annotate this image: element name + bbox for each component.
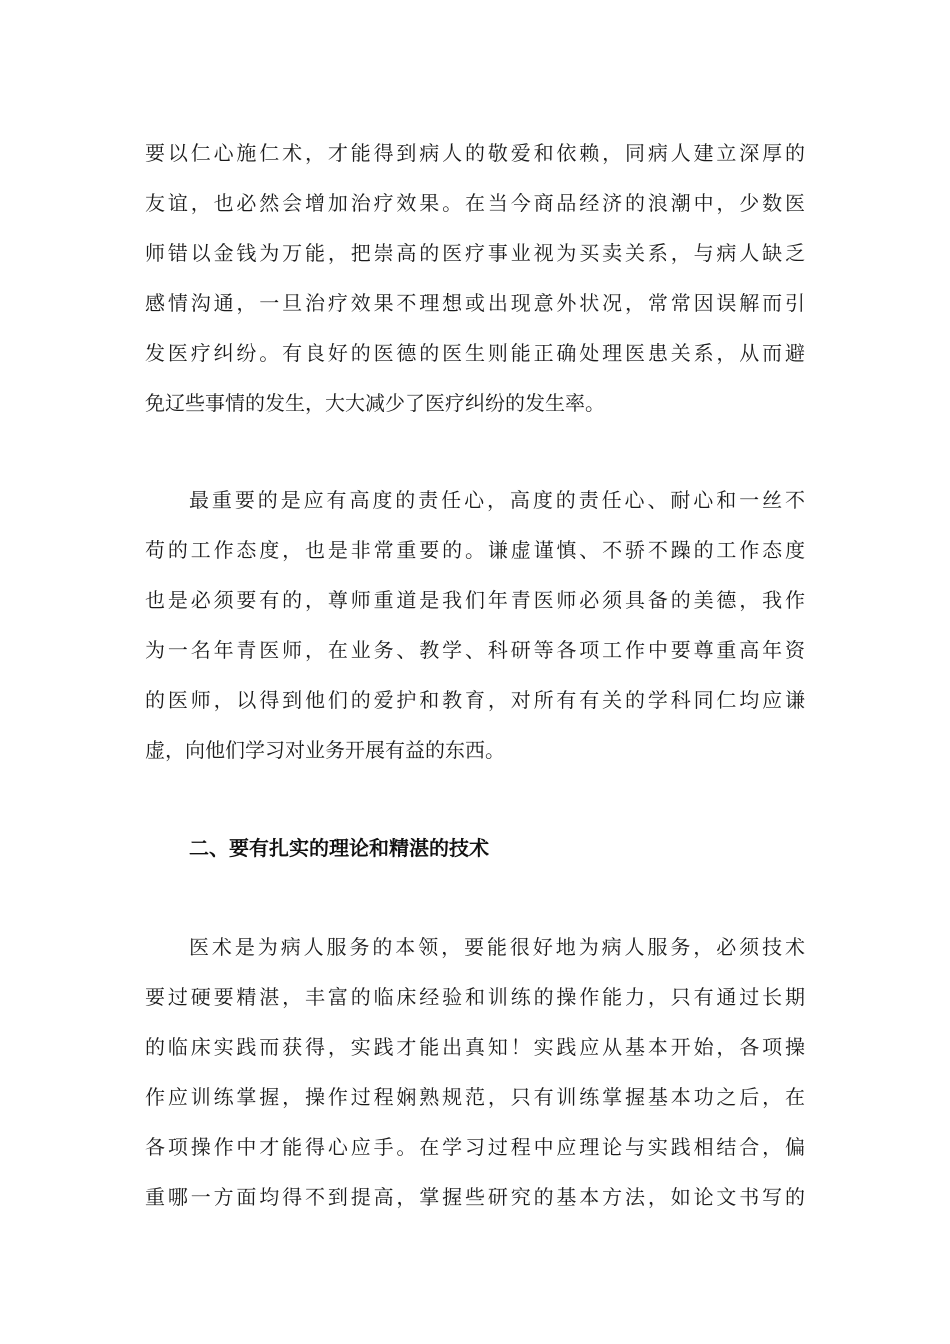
paragraph-line: 要过硬要精湛，丰富的临床经验和训练的操作能力，只有通过长期 xyxy=(145,985,805,1009)
paragraph-line: 要以仁心施仁术，才能得到病人的敬爱和依赖，同病人建立深厚的 xyxy=(145,141,805,165)
paragraph-line: 医术是为病人服务的本领，要能很好地为病人服务，必须技术 xyxy=(189,935,805,959)
paragraph-line: 重哪一方面均得不到提高，掌握些研究的基本方法，如论文书写的 xyxy=(145,1185,805,1209)
paragraph-line: 也是必须要有的，尊师重道是我们年青医师必须具备的美德，我作 xyxy=(145,588,805,612)
paragraph-line: 发医疗纠纷。有良好的医德的医生则能正确处理医患关系，从而避 xyxy=(145,341,805,365)
paragraph-line: 的医师，以得到他们的爱护和教育，对所有有关的学科同仁均应谦 xyxy=(145,688,805,712)
paragraph-line: 友谊，也必然会增加治疗效果。在当今商品经济的浪潮中，少数医 xyxy=(145,191,805,215)
paragraph-line: 的临床实践而获得，实践才能出真知！实践应从基本开始，各项操 xyxy=(145,1035,805,1059)
paragraph-line: 免辽些事情的发生，大大减少了医疗纠纷的发生率。 xyxy=(145,391,605,415)
paragraph-line: 师错以金钱为万能，把崇高的医疗事业视为买卖关系，与病人缺乏 xyxy=(145,241,805,265)
paragraph-line: 各项操作中才能得心应手。在学习过程中应理论与实践相结合，偏 xyxy=(145,1135,805,1159)
section-heading: 二、要有扎实的理论和精湛的技术 xyxy=(189,836,489,860)
paragraph-line: 苟的工作态度，也是非常重要的。谦虚谨慎、不骄不躁的工作态度 xyxy=(145,538,805,562)
paragraph-line: 感情沟通，一旦治疗效果不理想或出现意外状况，常常因误解而引 xyxy=(145,291,805,315)
paragraph-line: 虚，向他们学习对业务开展有益的东西。 xyxy=(145,738,505,762)
paragraph-line: 最重要的是应有高度的责任心，高度的责任心、耐心和一丝不 xyxy=(189,488,805,512)
paragraph-line: 为一名年青医师，在业务、教学、科研等各项工作中要尊重高年资 xyxy=(145,638,805,662)
paragraph-line: 作应训练掌握，操作过程娴熟规范，只有训练掌握基本功之后，在 xyxy=(145,1085,805,1109)
